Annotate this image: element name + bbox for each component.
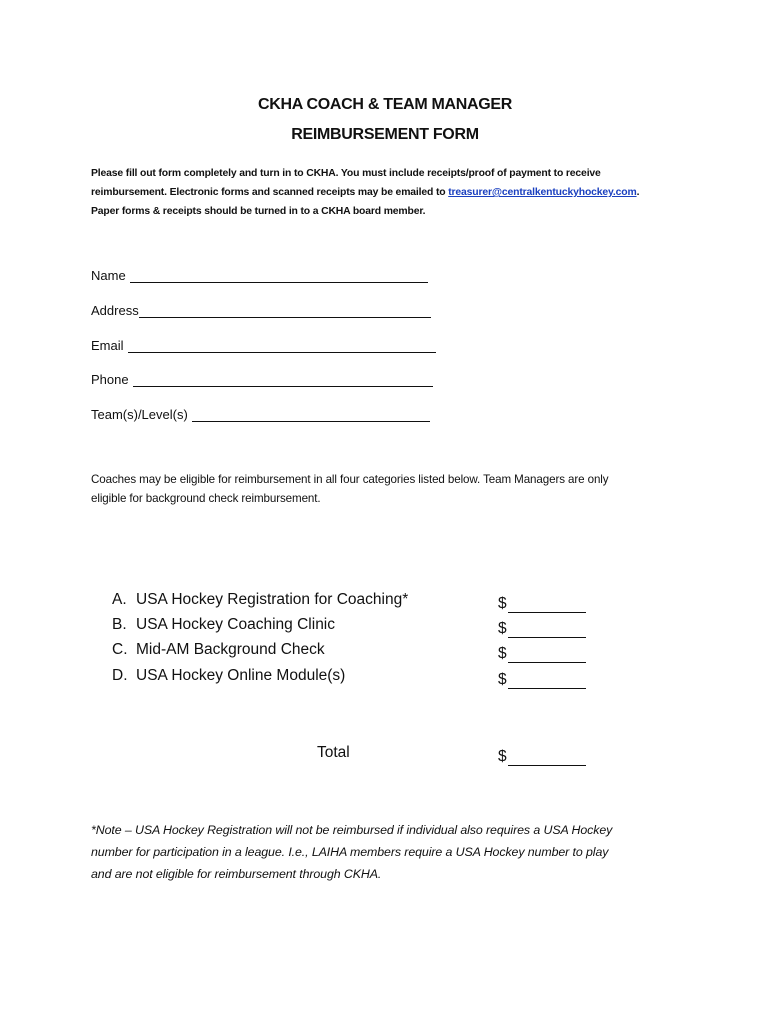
item-b-amount-input[interactable] xyxy=(508,620,586,638)
item-a-label: USA Hockey Registration for Coaching* xyxy=(136,591,409,608)
item-c-label: Mid-AM Background Check xyxy=(136,641,325,658)
team-level-label: Team(s)/Level(s) xyxy=(91,407,188,422)
email-input-line[interactable] xyxy=(128,338,436,353)
instructions-line2-end: . xyxy=(636,187,640,198)
item-d-amount xyxy=(498,667,586,689)
item-a-letter: A. xyxy=(112,591,127,608)
instructions-line2-text: reimbursement. Electronic forms and scanned receipts may be emailed to xyxy=(91,187,449,198)
team-level-field xyxy=(91,404,430,422)
instructions-paragraph xyxy=(91,164,691,221)
item-b-letter: B. xyxy=(112,616,127,633)
item-c-amount-input[interactable] xyxy=(508,645,586,663)
form-title-line1: CKHA COACH & TEAM MANAGER xyxy=(257,96,513,113)
team-level-input-line[interactable] xyxy=(192,407,430,422)
item-d-amount-input[interactable] xyxy=(508,671,586,689)
note-line1: *Note – USA Hockey Registration will not be reimbursed if individual also requires a USA Hockey xyxy=(91,823,613,837)
email-label: Email xyxy=(91,338,124,353)
item-c-dollar-sign: $ xyxy=(498,645,507,662)
instructions-line3: Paper forms & receipts should be turned in to a CKHA board member. xyxy=(91,206,426,217)
item-b-amount xyxy=(498,616,586,638)
registration-note xyxy=(91,819,691,885)
item-a-amount-input[interactable] xyxy=(508,595,586,613)
address-label: Address xyxy=(91,303,139,318)
note-line3: and are not eligible for reimbursement through CKHA. xyxy=(91,867,382,881)
item-a-dollar-sign: $ xyxy=(498,595,507,612)
item-b-label: USA Hockey Coaching Clinic xyxy=(136,616,336,633)
item-d-label: USA Hockey Online Module(s) xyxy=(136,667,346,684)
item-b-dollar-sign: $ xyxy=(498,620,507,637)
item-d-dollar-sign: $ xyxy=(498,671,507,688)
instructions-line1: Please fill out form completely and turn in to CKHA. You must include receipts/proof of payment to receive xyxy=(91,168,601,179)
name-input-line[interactable] xyxy=(130,268,428,283)
treasurer-email-link[interactable]: treasurer@centralkentuckyhockey.com xyxy=(448,187,637,198)
name-field xyxy=(91,265,428,283)
total-label: Total xyxy=(317,744,350,761)
address-field xyxy=(91,300,431,318)
item-a-amount xyxy=(498,591,586,613)
note-line2: number for participation in a league. I.e., LAIHA members require a USA Hockey number to play xyxy=(91,845,609,859)
email-field xyxy=(91,335,436,353)
instructions-line2 xyxy=(91,183,691,202)
phone-input-line[interactable] xyxy=(133,372,433,387)
eligibility-line2: eligible for background check reimbursement. xyxy=(91,492,321,505)
total-amount xyxy=(498,744,586,766)
item-c-amount xyxy=(498,641,586,663)
item-d-letter: D. xyxy=(112,667,128,684)
address-input-line[interactable] xyxy=(139,303,431,318)
item-c-letter: C. xyxy=(112,641,128,658)
eligibility-line1: Coaches may be eligible for reimbursement in all four categories listed below. Team Managers are only xyxy=(91,473,609,486)
name-label: Name xyxy=(91,268,126,283)
total-dollar-sign: $ xyxy=(498,748,507,765)
phone-label: Phone xyxy=(91,372,129,387)
phone-field xyxy=(91,369,433,387)
eligibility-paragraph xyxy=(91,470,691,508)
total-amount-input[interactable] xyxy=(508,748,586,766)
form-title-line2: REIMBURSEMENT FORM xyxy=(291,126,479,143)
